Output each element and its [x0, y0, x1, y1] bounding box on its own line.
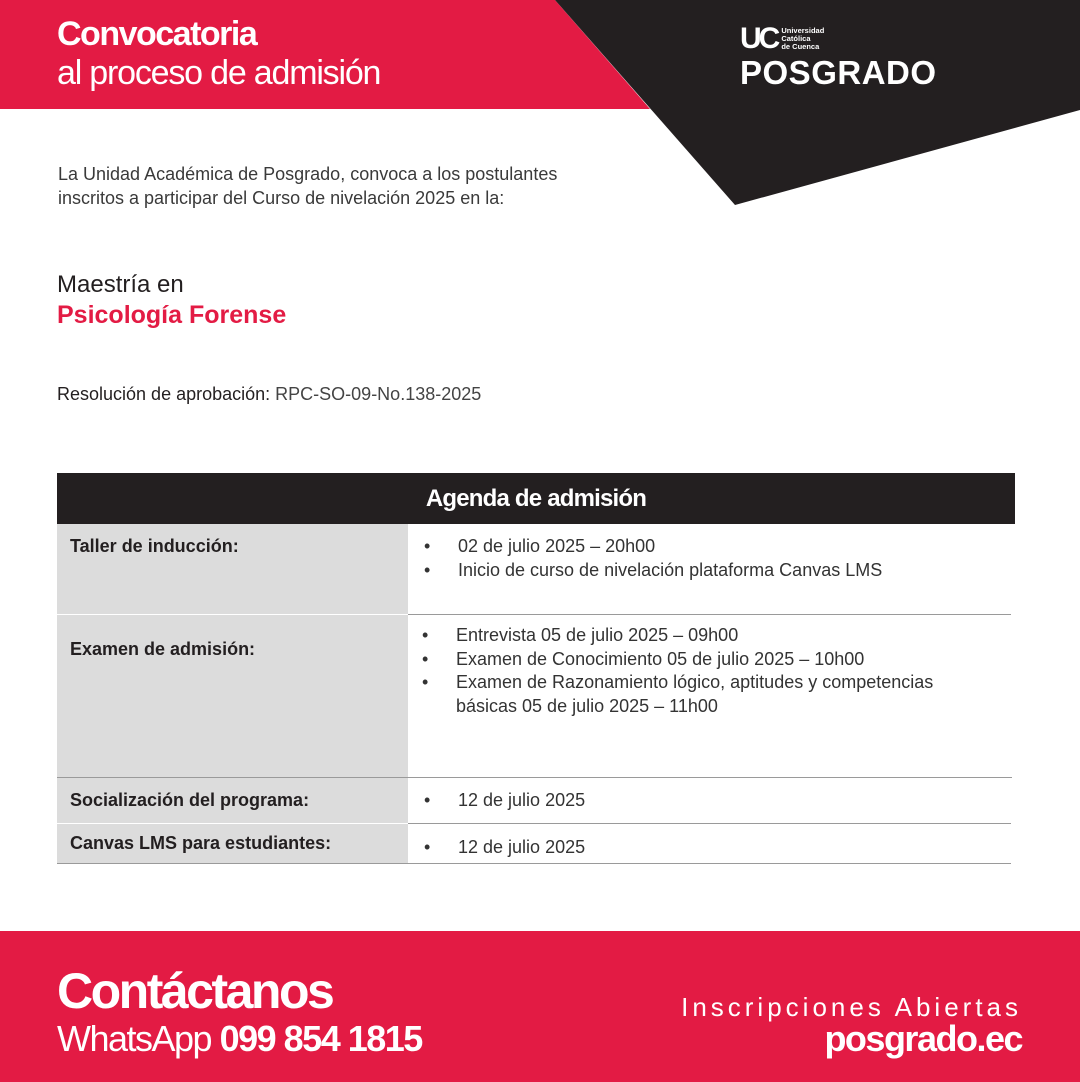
program-name: Psicología Forense — [57, 301, 287, 329]
resolution-line — [57, 382, 481, 406]
agenda-row-socialization — [57, 778, 1011, 823]
program-prefix: Maestría en — [57, 271, 184, 298]
list-item: • Inicio de curso de nivelación plataforma Canvas LMS — [424, 559, 1011, 583]
agenda-row-items — [424, 535, 1011, 582]
agenda-row-exam — [57, 615, 1011, 777]
posgrado-logo — [740, 24, 937, 90]
contact-title: Contáctanos — [57, 963, 333, 1019]
registration-open-text: Inscripciones Abiertas — [681, 992, 1022, 1022]
list-item: • 02 de julio 2025 – 20h00 — [424, 535, 1011, 559]
logo-brand-text: POSGRADO — [740, 54, 937, 91]
university-name: Universidad Católica de Cuenca — [781, 26, 825, 51]
whatsapp-number[interactable]: 099 854 1815 — [219, 1018, 422, 1059]
agenda-row-items — [424, 789, 1011, 813]
bullet-icon: • — [424, 790, 431, 810]
agenda-row-canvas — [57, 824, 1011, 863]
whatsapp-contact[interactable] — [57, 1019, 422, 1059]
footer — [0, 931, 1080, 1082]
bullet-icon: • — [422, 625, 429, 645]
whatsapp-label: WhatsApp — [57, 1018, 212, 1059]
bullet-icon: • — [424, 536, 431, 556]
row-divider — [57, 863, 1011, 864]
bullet-icon: • — [422, 672, 429, 692]
header-title-bold: Convocatoria — [57, 15, 257, 53]
list-item: • 12 de julio 2025 — [424, 789, 1011, 813]
header-title — [57, 14, 380, 92]
agenda-row-label: Examen de admisión: — [57, 615, 408, 777]
agenda-row-items — [422, 624, 1011, 718]
list-item: • Entrevista 05 de julio 2025 – 09h00 — [422, 624, 1011, 648]
intro-text: La Unidad Académica de Posgrado, convoca a los postulantes inscritos a participar del Curso de nivelación 2025 en la: — [58, 164, 558, 208]
agenda-row-label: Taller de inducción: — [57, 524, 408, 614]
bullet-icon: • — [424, 837, 431, 857]
header-title-light: al proceso de admisión — [57, 54, 381, 92]
agenda-row-items — [424, 836, 1011, 860]
list-item: • Examen de Razonamiento lógico, aptitudes y competencias básicas 05 de julio 2025 – 11h00 — [422, 672, 934, 716]
website-link[interactable]: posgrado.ec — [824, 1018, 1022, 1059]
bullet-icon: • — [424, 559, 431, 580]
bullet-icon: • — [422, 648, 429, 669]
list-item: • 12 de julio 2025 — [424, 836, 1011, 860]
program-heading — [57, 270, 286, 330]
agenda-row-induction — [57, 524, 1011, 614]
agenda-title: Agenda de admisión — [57, 473, 1015, 524]
resolution-label: Resolución de aprobación: — [57, 384, 271, 404]
uc-logo-mark: UC — [740, 22, 778, 55]
list-item: • Examen de Conocimiento 05 de julio 2025 – 10h00 — [422, 648, 1011, 672]
agenda-row-label: Socialización del programa: — [57, 778, 408, 823]
resolution-value: RPC-SO-09-No.138-2025 — [275, 384, 482, 404]
agenda-row-label: Canvas LMS para estudiantes: — [57, 824, 408, 863]
